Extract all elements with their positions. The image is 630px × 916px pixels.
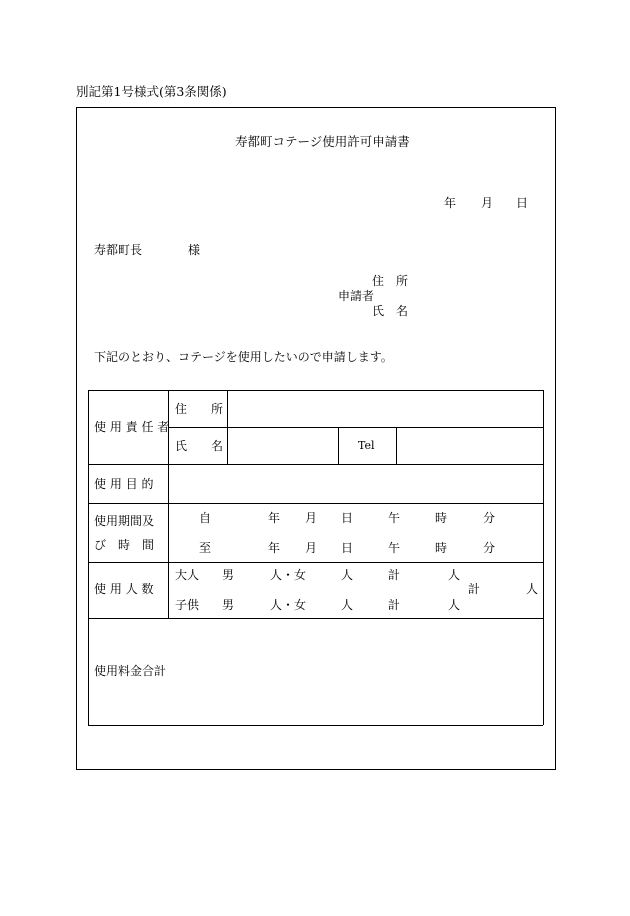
to-month: 月 xyxy=(305,541,318,555)
statement-text: 下記のとおり、コテージを使用したいので申請します。 xyxy=(94,350,393,364)
adults-person: 人 xyxy=(341,568,354,582)
people-count-label: 使 用 人 数 xyxy=(94,582,154,596)
children-total: 計 xyxy=(388,598,401,612)
to-day: 日 xyxy=(341,541,354,555)
children-person-female: 人・女 xyxy=(270,598,307,612)
applicant-address-label: 住 所 xyxy=(372,274,409,288)
period-label-line1: 使用期間及 xyxy=(94,514,155,528)
to-year: 年 xyxy=(268,541,281,555)
period-label-line2: び 時 間 xyxy=(94,538,155,552)
from-year: 年 xyxy=(268,511,281,525)
adults-total: 計 xyxy=(388,568,401,582)
adults-total-person: 人 xyxy=(448,568,461,582)
responsible-person-label: 使 用 責 任 者 xyxy=(94,420,170,434)
from-hour: 時 xyxy=(435,511,448,525)
children-person: 人 xyxy=(341,598,354,612)
applicant-label: 申請者 xyxy=(338,289,375,303)
addressee-honorific: 様 xyxy=(188,243,201,257)
date-month: 月 xyxy=(481,196,494,210)
grand-total-label: 計 xyxy=(468,582,481,596)
to-ampm: 午 xyxy=(388,541,401,555)
from-minute: 分 xyxy=(483,511,496,525)
grand-total-person: 人 xyxy=(526,582,539,596)
to-minute: 分 xyxy=(483,541,496,555)
from-label: 自 xyxy=(199,511,212,525)
from-day: 日 xyxy=(341,511,354,525)
to-label: 至 xyxy=(199,541,212,555)
date-day: 日 xyxy=(516,196,529,210)
from-month: 月 xyxy=(305,511,318,525)
responsible-address-label: 住 所 xyxy=(175,402,224,416)
form-title: 寿都町コテージ使用許可申請書 xyxy=(235,134,410,149)
children-male: 男 xyxy=(222,598,235,612)
addressee-name: 寿都町長 xyxy=(94,243,143,257)
date-year: 年 xyxy=(444,196,457,210)
children-label: 子供 xyxy=(175,598,200,612)
purpose-label: 使 用 目 的 xyxy=(94,477,154,491)
tel-label: Tel xyxy=(358,439,375,452)
from-ampm: 午 xyxy=(388,511,401,525)
fee-total-label: 使用料金合計 xyxy=(94,664,167,678)
adults-label: 大人 xyxy=(175,568,200,582)
applicant-name-label: 氏 名 xyxy=(372,304,409,318)
children-total-person: 人 xyxy=(448,598,461,612)
adults-person-female: 人・女 xyxy=(270,568,307,582)
to-hour: 時 xyxy=(435,541,448,555)
form-label: 別記第1号様式(第3条関係) xyxy=(76,84,227,99)
adults-male: 男 xyxy=(222,568,235,582)
responsible-name-label: 氏 名 xyxy=(175,439,224,453)
